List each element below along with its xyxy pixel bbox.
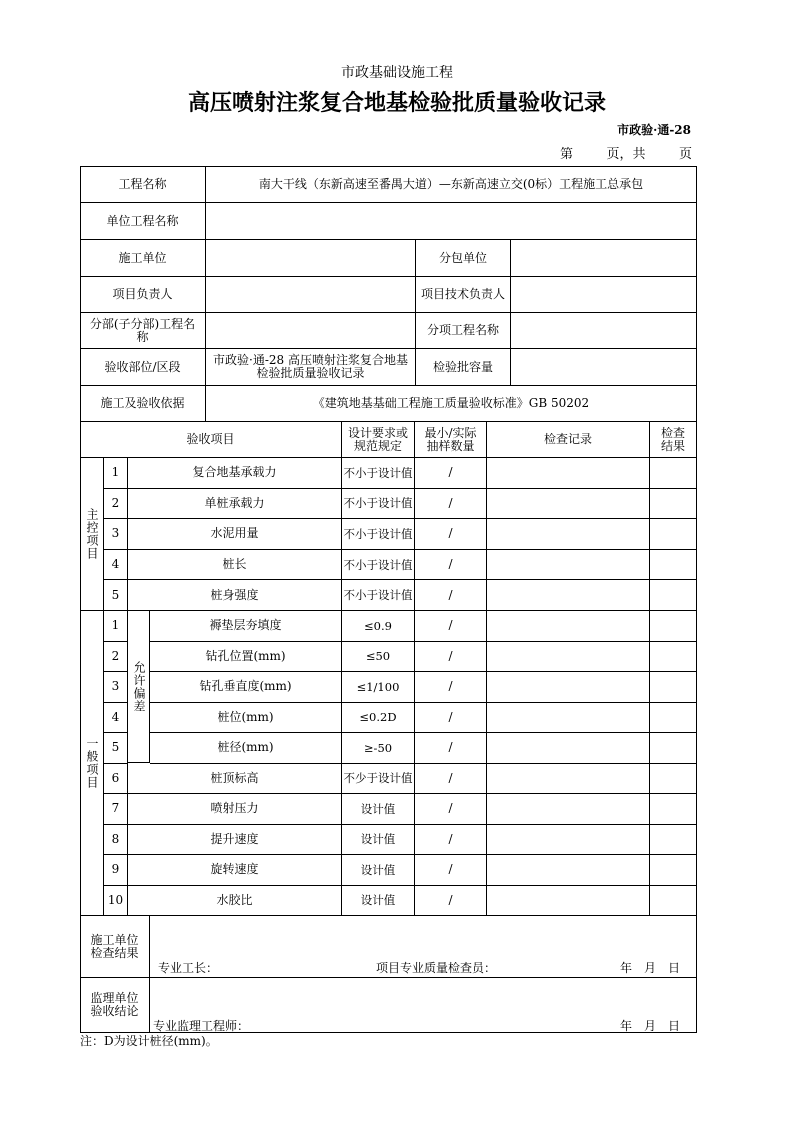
general-item-name: 桩位(mm) — [150, 703, 342, 734]
general-item-no: 2 — [104, 642, 128, 673]
main-item-record[interactable] — [487, 580, 650, 611]
main-item-no: 5 — [104, 580, 128, 611]
general-item-sample: / — [415, 825, 487, 856]
general-item-name: 水胶比 — [128, 886, 342, 917]
tolerance-group-label — [128, 611, 150, 763]
main-item-requirement: 不小于设计值 — [342, 519, 415, 550]
main-item-requirement: 不小于设计值 — [342, 580, 415, 611]
location-value: 市政验·通-28 高压喷射注浆复合地基检验批质量验收记录 — [206, 349, 416, 386]
general-item-name: 褥垫层夯填度 — [150, 611, 342, 642]
subitem-label: 分项工程名称 — [416, 313, 511, 349]
inspector-label: 项目专业质量检查员： — [376, 961, 497, 975]
general-item-no: 4 — [104, 703, 128, 734]
general-item-record[interactable] — [487, 825, 650, 856]
subcontract-unit-label: 分包单位 — [416, 240, 511, 277]
main-item-record[interactable] — [487, 458, 650, 489]
subcontract-unit-value[interactable] — [511, 240, 697, 277]
general-item-record[interactable] — [487, 764, 650, 795]
page-ye-gong: 页，共 — [606, 147, 646, 162]
main-item-no: 1 — [104, 458, 128, 489]
engineer-label: 专业监理工程师： — [153, 1019, 250, 1033]
main-item-name: 桩身强度 — [128, 580, 342, 611]
page-info — [560, 143, 692, 162]
tech-manager-value[interactable] — [511, 277, 697, 313]
basis-value: 《建筑地基基础工程施工质量验收标准》GB 50202 — [206, 386, 697, 422]
main-item-record[interactable] — [487, 489, 650, 520]
general-item-requirement: 设计值 — [342, 825, 415, 856]
main-item-result[interactable] — [650, 458, 697, 489]
subtitle: 市政基础设施工程 — [341, 65, 453, 81]
general-item-requirement: 设计值 — [342, 886, 415, 917]
general-item-requirement: 不少于设计值 — [342, 764, 415, 795]
general-item-record[interactable] — [487, 794, 650, 825]
main-item-result[interactable] — [650, 519, 697, 550]
general-item-requirement: ≥-50 — [342, 733, 415, 764]
general-item-sample: / — [415, 733, 487, 764]
general-item-record[interactable] — [487, 642, 650, 673]
general-item-name: 钻孔垂直度(mm) — [150, 672, 342, 703]
main-item-requirement: 不小于设计值 — [342, 458, 415, 489]
general-item-record[interactable] — [487, 886, 650, 917]
general-item-no: 8 — [104, 825, 128, 856]
construction-unit-label: 施工单位 — [80, 240, 206, 277]
general-item-no: 6 — [104, 764, 128, 795]
general-item-name: 钻孔位置(mm) — [150, 642, 342, 673]
header-result: 检查结果 — [650, 422, 697, 458]
general-item-requirement: ≤0.2D — [342, 703, 415, 734]
main-item-result[interactable] — [650, 580, 697, 611]
construction-unit-value[interactable] — [206, 240, 416, 277]
general-item-requirement: ≤0.9 — [342, 611, 415, 642]
general-item-result[interactable] — [650, 672, 697, 703]
general-item-sample: / — [415, 703, 487, 734]
general-item-result[interactable] — [650, 825, 697, 856]
general-item-name: 旋转速度 — [128, 855, 342, 886]
main-item-requirement: 不小于设计值 — [342, 489, 415, 520]
general-item-no: 1 — [104, 611, 128, 642]
foreman-label: 专业工长： — [158, 961, 219, 975]
unit-project-label: 单位工程名称 — [80, 203, 206, 240]
header-items: 验收项目 — [80, 422, 342, 458]
main-item-no: 3 — [104, 519, 128, 550]
general-item-result[interactable] — [650, 764, 697, 795]
project-manager-label: 项目负责人 — [80, 277, 206, 313]
main-item-result[interactable] — [650, 550, 697, 581]
general-item-record[interactable] — [487, 703, 650, 734]
main-item-record[interactable] — [487, 519, 650, 550]
general-item-sample: / — [415, 672, 487, 703]
general-item-result[interactable] — [650, 886, 697, 917]
main-item-record[interactable] — [487, 550, 650, 581]
general-item-requirement: 设计值 — [342, 855, 415, 886]
project-name-label: 工程名称 — [80, 166, 206, 203]
general-group-text: 一般项目 — [85, 737, 99, 789]
general-item-sample: / — [415, 794, 487, 825]
date-1: 年 月 日 — [620, 961, 681, 975]
general-item-sample: / — [415, 611, 487, 642]
main-item-sample: / — [415, 489, 487, 520]
header-design: 设计要求或规范规定 — [342, 422, 415, 458]
unit-project-value[interactable] — [206, 203, 697, 240]
batch-capacity-value[interactable] — [511, 349, 697, 386]
general-item-record[interactable] — [487, 672, 650, 703]
tolerance-group-text: 允许偏差 — [132, 660, 146, 713]
main-item-sample: / — [415, 519, 487, 550]
general-item-record[interactable] — [487, 733, 650, 764]
general-item-sample: / — [415, 764, 487, 795]
division-label: 分部(子分部)工程名称 — [80, 313, 206, 349]
main-item-sample: / — [415, 458, 487, 489]
basis-label: 施工及验收依据 — [80, 386, 206, 422]
general-item-sample: / — [415, 855, 487, 886]
project-name-value: 南大干线（东新高速至番禺大道）—东新高速立交(0标）工程施工总承包 — [206, 166, 697, 203]
general-item-result[interactable] — [650, 642, 697, 673]
tech-manager-label: 项目技术负责人 — [416, 277, 511, 313]
header-sample: 最小/实际抽样数量 — [415, 422, 487, 458]
general-item-sample: / — [415, 886, 487, 917]
general-item-record[interactable] — [487, 611, 650, 642]
general-item-name: 提升速度 — [128, 825, 342, 856]
general-item-result[interactable] — [650, 611, 697, 642]
main-item-result[interactable] — [650, 489, 697, 520]
main-item-name: 单桩承载力 — [128, 489, 342, 520]
general-item-result[interactable] — [650, 733, 697, 764]
general-item-requirement: 设计值 — [342, 794, 415, 825]
general-item-no: 9 — [104, 855, 128, 886]
division-value[interactable] — [206, 313, 416, 349]
project-manager-value[interactable] — [206, 277, 416, 313]
main-item-name: 水泥用量 — [128, 519, 342, 550]
footnote: 注：D为设计桩径(mm)。 — [80, 1034, 218, 1048]
header-record: 检查记录 — [487, 422, 650, 458]
main-item-name: 复合地基承载力 — [128, 458, 342, 489]
general-item-name: 喷射压力 — [128, 794, 342, 825]
general-item-no: 7 — [104, 794, 128, 825]
page-di: 第 — [560, 147, 574, 162]
main-group-text: 主控项目 — [85, 508, 99, 560]
general-item-no: 5 — [104, 733, 128, 764]
main-item-no: 4 — [104, 550, 128, 581]
general-item-record[interactable] — [487, 855, 650, 886]
main-group-label — [80, 458, 104, 611]
general-item-no: 10 — [104, 886, 128, 917]
supervision-result-label: 监理单位验收结论 — [80, 978, 150, 1033]
main-item-requirement: 不小于设计值 — [342, 550, 415, 581]
general-item-result[interactable] — [650, 855, 697, 886]
main-item-sample: / — [415, 550, 487, 581]
general-item-requirement: ≤1/100 — [342, 672, 415, 703]
main-item-name: 桩长 — [128, 550, 342, 581]
location-label: 验收部位/区段 — [80, 349, 206, 386]
construction-result-label: 施工单位检查结果 — [80, 916, 150, 978]
general-item-requirement: ≤50 — [342, 642, 415, 673]
general-item-name: 桩顶标高 — [128, 764, 342, 795]
general-item-name: 桩径(mm) — [150, 733, 342, 764]
general-item-sample: / — [415, 642, 487, 673]
main-item-sample: / — [415, 580, 487, 611]
general-group-label — [80, 611, 104, 916]
general-item-result[interactable] — [650, 794, 697, 825]
general-item-no: 3 — [104, 672, 128, 703]
page-ye: 页 — [678, 147, 692, 162]
batch-capacity-label: 检验批容量 — [416, 349, 511, 386]
subitem-value[interactable] — [511, 313, 697, 349]
page-title: 高压喷射注浆复合地基检验批质量验收记录 — [187, 91, 606, 116]
main-item-no: 2 — [104, 489, 128, 520]
general-item-result[interactable] — [650, 703, 697, 734]
form-code: 市政验·通-28 — [617, 123, 691, 137]
date-2: 年 月 日 — [620, 1019, 681, 1033]
